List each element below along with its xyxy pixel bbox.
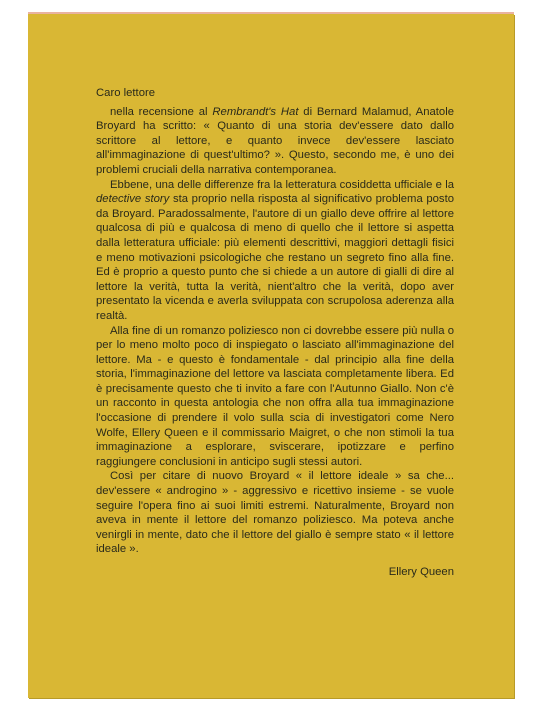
paragraph-2-text-a: Ebbene, una delle differenze fra la letteratura cosiddetta ufficiale e la [110,178,454,191]
book-title-italic: Rembrandt's Hat [212,105,299,118]
paragraph-1 [96,105,454,178]
paragraph-4: Così per citare di nuovo Broyard « il lettore ideale » sa che... dev'essere « androgino » - aggressivo e ricettivo insieme - se vuole seguire l'opera fino ai suoi limiti estremi. Naturalmente, Broyard non aveva in mente il lettore del romanzo poliziesco. Ma poteva anche venirgli in mente, dato che il lettore del giallo è sempre stato « il lettore ideale ». [96,470,454,556]
paragraph-3: Alla fine di un romanzo poliziesco non ci dovrebbe essere più nulla o per lo meno molto poco di inspiegato o lasciato all'immaginazione del lettore. Ma - e questo è fondamentale - dal principio alla fine della storia, l'immaginazione del lettore va lasciata completamente libera. Ed è precisamente questo che ti invito a fare con l'Autunno Giallo. Non c'è un racconto in questa antologia che non offra alla tua immaginazione l'occasione di prendere il volo sulla scia di investigatori come Nero Wolfe, Ellery Queen e il commissario Maigret, o che non stimoli la tua immaginazione a esplorare, sviscerare, ipotizzare e perfino raggiungere conclusioni in anticipo sugli stessi autori. [96,324,454,468]
letter-text [96,86,454,591]
paragraph-1-text-a: nella recensione al [110,105,213,118]
paragraph-2-text-b: sta proprio nella risposta al significativo problema posto da Broyard. Paradossalmente, l'autore di un giallo deve offrire al lettore qualcosa di più e qualcosa di meno di quello che il lettore si aspetta dalla letteratura ufficiale: più elementi descrittivi, maggiori dettagli fisici e meno motivazioni psicologiche che restano un segreto fino alla fine. Ed è proprio a questo punto che si chiede a un autore di gialli di dire al lettore la verità, tutta la verità, nient'altro che la verità, dopo aver presentato la vicenda e averla sviluppata con scrupolosa aderenza alla realtà. [96,193,455,322]
paragraph-2 [96,178,454,324]
paragraph-1-text-b: di Bernard Malamud, Anatole Broyard ha scritto: « Quanto di una storia dev'essere dato dallo scrittore al lettore, e quanto invece dev'essere lasciato all'immaginazione di quest'ultimo? ». Questo, secondo me, è uno dei problemi cruciali della narrativa contemporanea. [96,105,454,176]
signature: Ellery Queen [388,566,454,578]
detective-story-italic: detective story [96,193,170,206]
salutation: Caro lettore [96,87,156,99]
